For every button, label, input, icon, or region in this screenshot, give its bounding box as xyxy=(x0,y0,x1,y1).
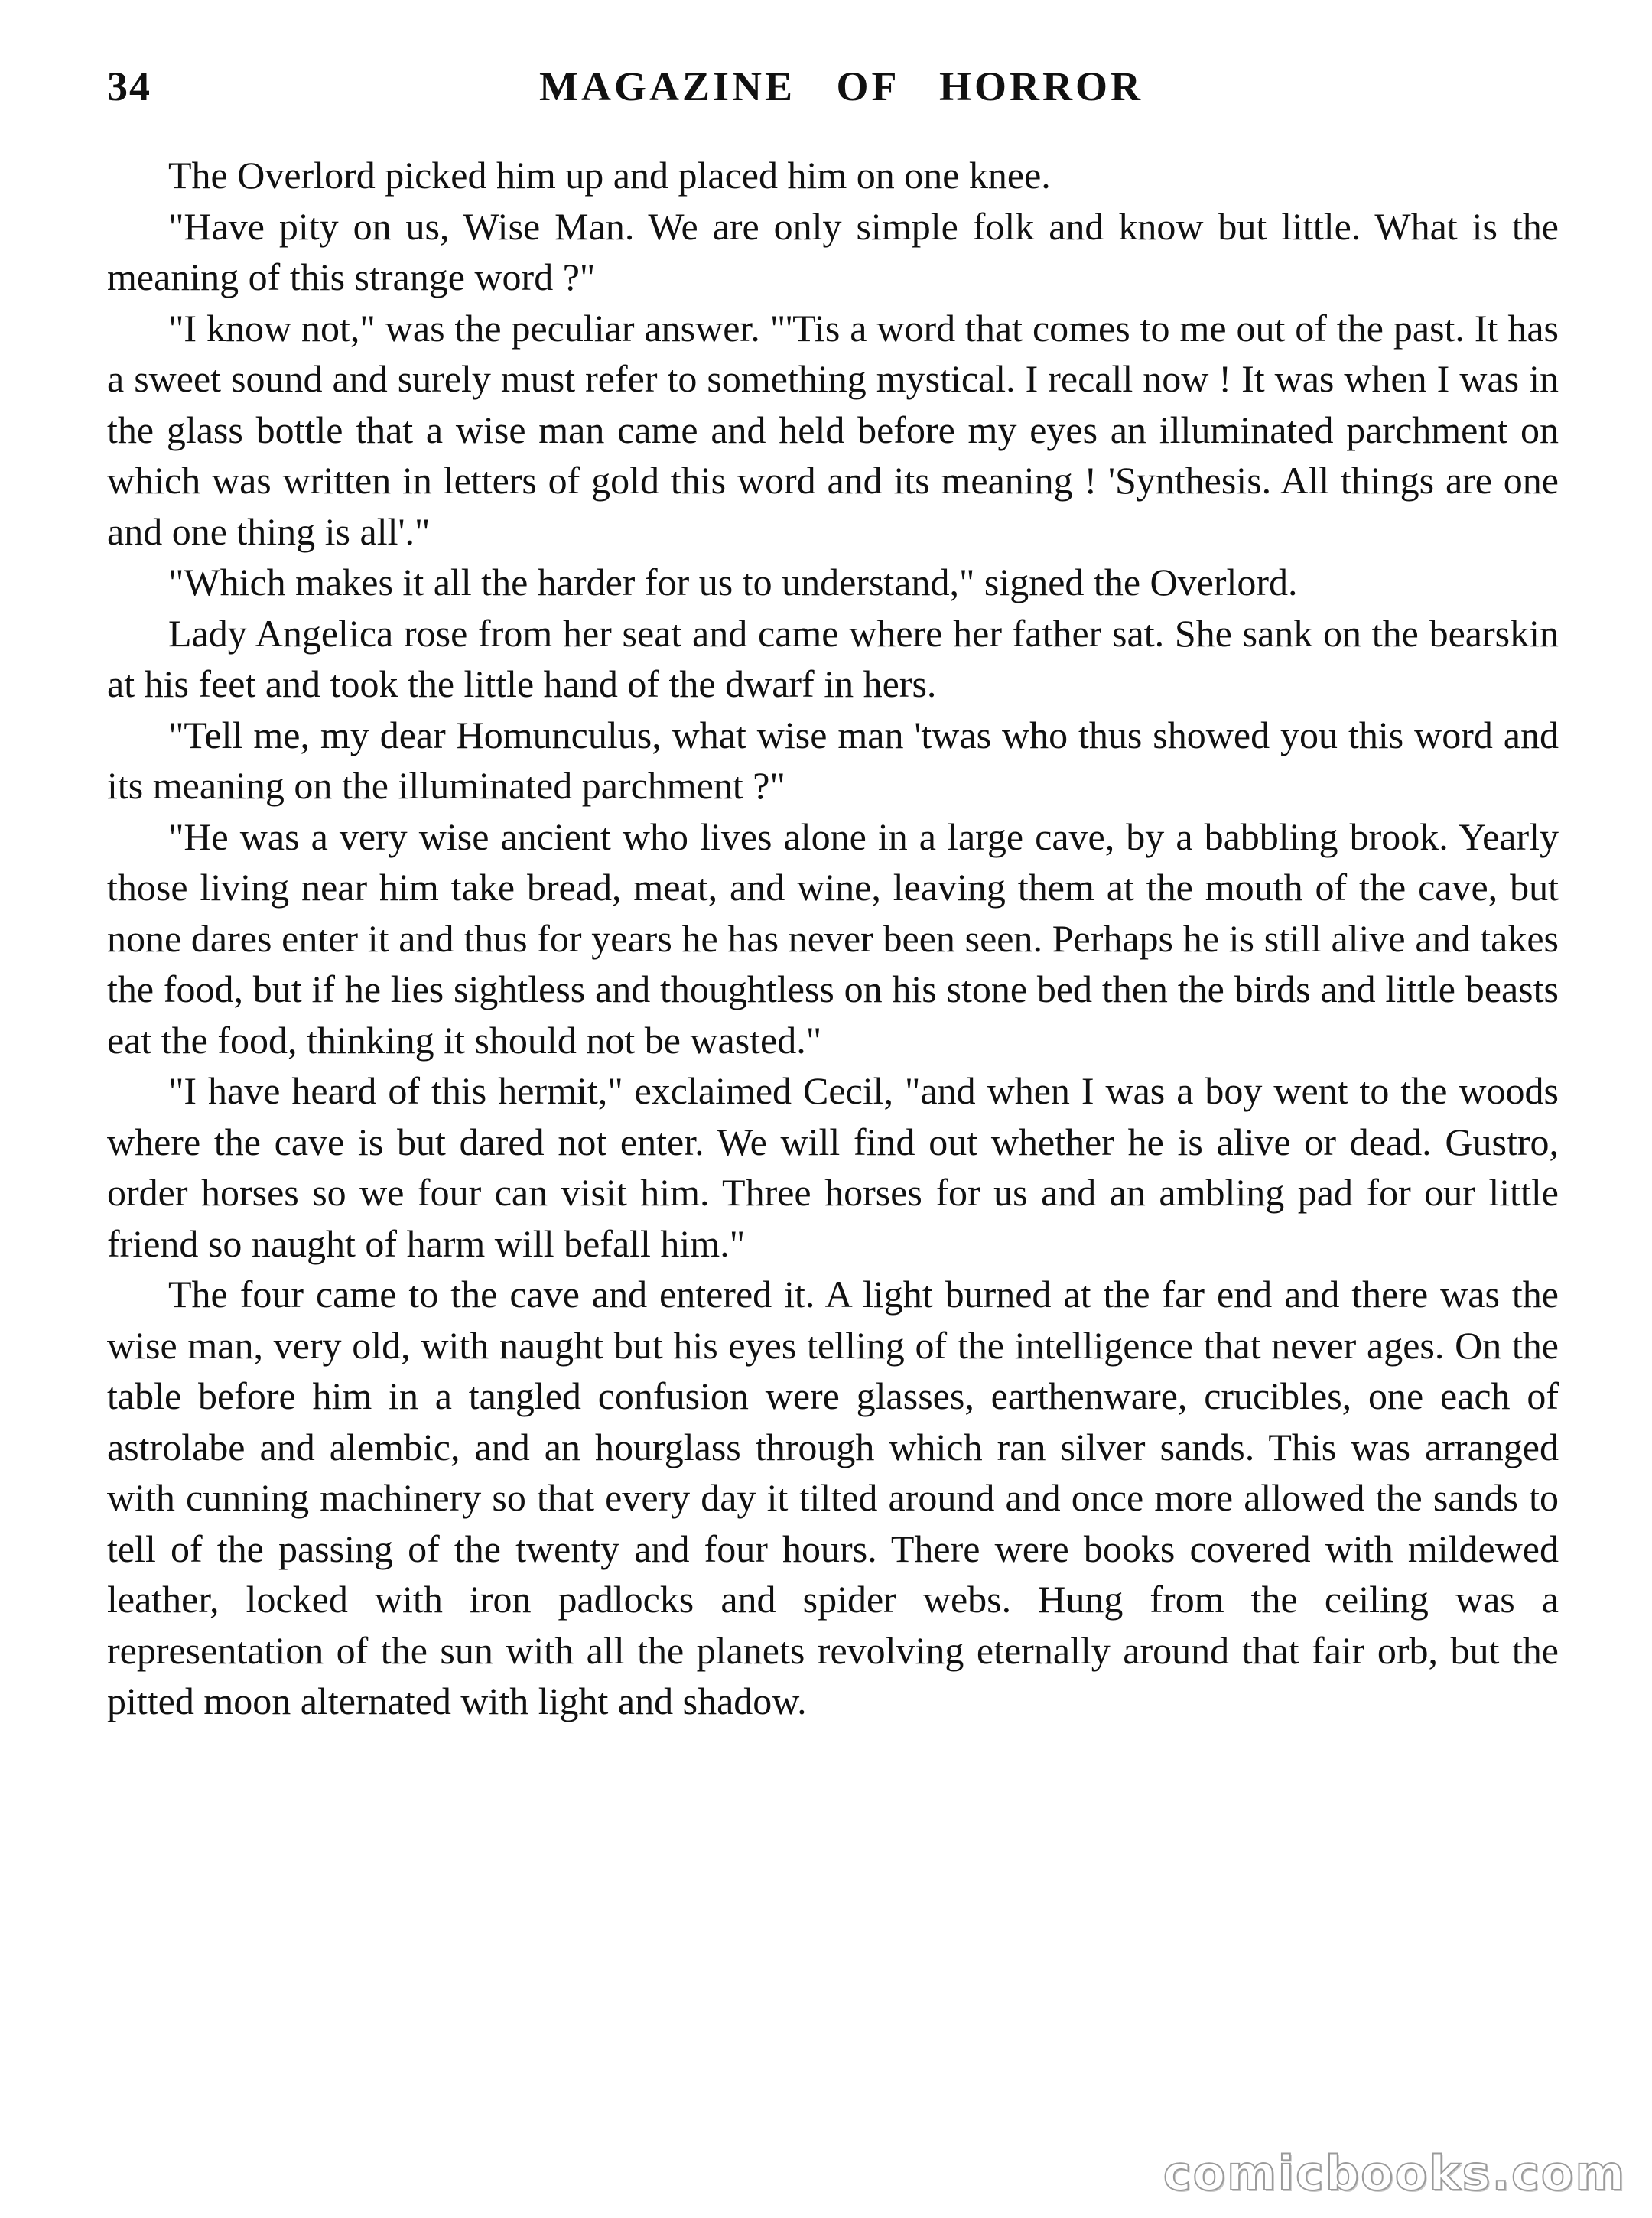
paragraph: "Tell me, my dear Homunculus, what wise man 'twas who thus showed you this word and its meaning on the illuminated parchment ?" xyxy=(107,713,1559,807)
paragraph: Lady Angelica rose from her seat and came where her father sat. She sank on the bearskin at his feet and took the little hand of the dwarf in hers. xyxy=(107,611,1559,705)
page-number: 34 xyxy=(107,63,151,109)
paragraph: "He was a very wise ancient who lives alone in a large cave, by a babbling brook. Yearly those living near him take bread, meat, and wine, leaving them at the mouth of the cave, but none dares enter it and thus for years he has never been seen. Perhaps he is still alive and takes the food, but if he lies sightless and thoughtless on his stone bed then the birds and little beasts eat the food, thinking it should not be wasted." xyxy=(107,815,1559,1062)
paragraph: "Which makes it all the harder for us to understand," signed the Overlord. xyxy=(168,561,1298,603)
page-header xyxy=(107,63,1560,124)
paragraph: The Overlord picked him up and placed him on one knee. xyxy=(168,154,1051,197)
story-text xyxy=(107,150,1559,1727)
paragraph: "Have pity on us, Wise Man. We are only simple folk and know but little. What is the meaning of this strange word ?" xyxy=(107,204,1559,298)
paragraph: "I know not," was the peculiar answer. "'Tis a word that comes to me out of the past. It has a sweet sound and surely must refer to something mystical. I recall now ! It was when I was in the glass bottle that a wise man came and held before my eyes an illuminated parchment on which was written in letters of gold this word and its meaning ! 'Synthesis. All things are one and one thing is all'." xyxy=(107,306,1559,553)
paragraph: "I have heard of this hermit," exclaimed Cecil, "and when I was a boy went to the woods where the cave is but dared not enter. We will find out whether he is alive or dead. Gustro, order horses so we four can visit him. Three horses for us and an ambling pad for our little friend so naught of harm will befall him." xyxy=(107,1069,1559,1265)
watermark: comicbooks.com xyxy=(1163,2145,1626,2201)
running-title: MAGAZINE OF HORROR xyxy=(539,63,1143,109)
paragraph: The four came to the cave and entered it. A light burned at the far end and there was the wise man, very old, with naught but his eyes telling of the intelligence that never ages. On the table before him in a tangled confusion were glasses, earthenware, crucibles, one each of astrolabe and alembic, and an hourglass through which ran silver sands. This was arranged with cunning machinery so that every day it tilted around and once more allowed the sands to tell of the passing of the twenty and four hours. There were books covered with mildewed leather, locked with iron padlocks and spider webs. Hung from the ceiling was a representation of the sun with all the planets revolving eternally around that fair orb, but the pitted moon alternated with light and shadow. xyxy=(107,1273,1559,1722)
